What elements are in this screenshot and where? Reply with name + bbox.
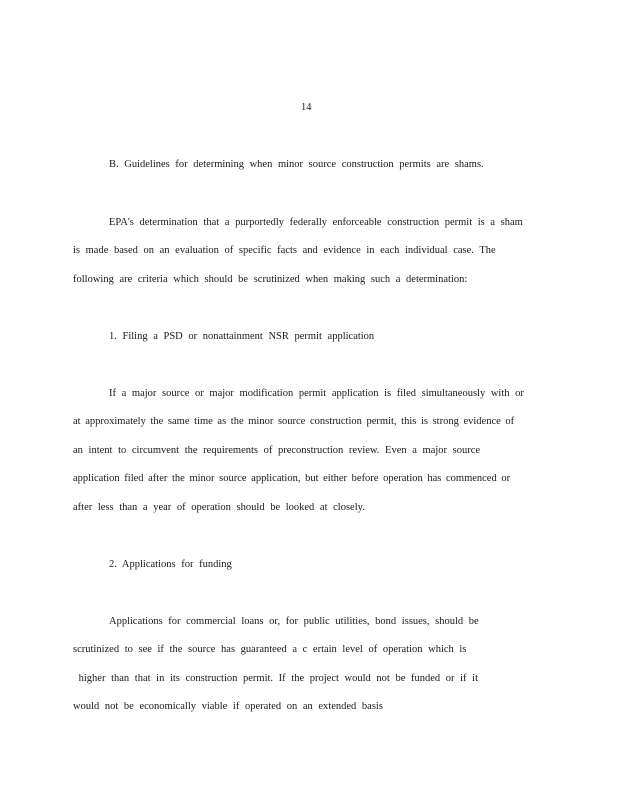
page-number: 14: [301, 102, 312, 113]
paragraph-2-line-3: an intent to circumvent the requirements of preconstruction review. Even a major source: [73, 445, 481, 456]
paragraph-3-line-3: higher than that in its construction permit. If the project would not be funded or if it: [73, 673, 479, 684]
paragraph-1-line-1: EPA's determination that a purportedly federally enforceable construction permit is a sham: [109, 217, 523, 228]
paragraph-2-line-1: If a major source or major modification permit application is filed simultaneously with or: [109, 388, 524, 399]
paragraph-2-line-4: application filed after the minor source application, but either before operation has commenced or: [73, 473, 511, 484]
paragraph-3-line-2: scrutinized to see if the source has guaranteed a c ertain level of operation which is: [73, 644, 467, 655]
paragraph-1-line-3: following are criteria which should be scrutinized when making such a determination:: [73, 274, 468, 285]
paragraph-2-line-5: after less than a year of operation should be looked at closely.: [73, 502, 365, 513]
section-heading: B. Guidelines for determining when minor source construction permits are shams.: [109, 159, 484, 170]
criterion-2-heading: 2. Applications for funding: [109, 559, 232, 570]
paragraph-3-line-4: would not be economically viable if operated on an extended basis: [73, 701, 383, 712]
paragraph-3-line-1: Applications for commercial loans or, for public utilities, bond issues, should be: [109, 616, 479, 627]
paragraph-1-line-2: is made based on an evaluation of specific facts and evidence in each individual case. The: [73, 245, 496, 256]
paragraph-2-line-2: at approximately the same time as the minor source construction permit, this is strong evidence of: [73, 416, 515, 427]
criterion-1-heading: 1. Filing a PSD or nonattainment NSR permit application: [109, 331, 375, 342]
